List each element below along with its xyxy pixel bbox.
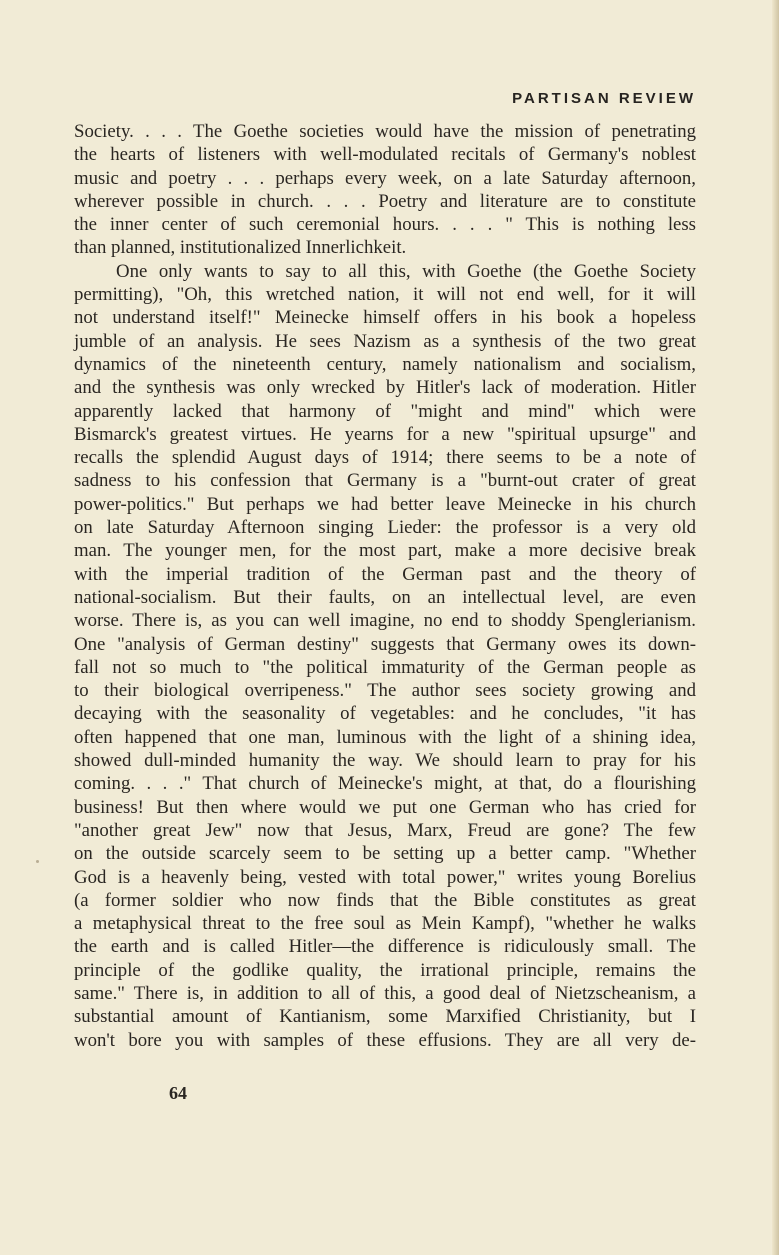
text-line: One "analysis of German destiny" suggests that Germany owes its down-: [74, 633, 696, 655]
text-line: "another great Jew" now that Jesus, Marx, Freud are gone? The few: [74, 819, 696, 841]
text-line: a metaphysical threat to the free soul as Mein Kampf), "whether he walks: [74, 913, 696, 935]
text-line: Bismarck's greatest virtues. He yearns for a new "spiritual upsurge" and: [74, 423, 696, 445]
text-line: on the outside scarcely seem to be setting up a better camp. "Whether: [74, 843, 696, 865]
text-line: with the imperial tradition of the German past and the theory of: [74, 563, 696, 585]
text-line: won't bore you with samples of these effusions. They are all very de-: [74, 1029, 696, 1051]
text-line: power-politics." But perhaps we had better leave Meinecke in his church: [74, 493, 696, 515]
text-line: God is a heavenly being, vested with total power," writes young Borelius: [74, 866, 696, 888]
text-line: to their biological overripeness." The author sees society growing and: [74, 680, 696, 702]
text-line: business! But then where would we put one German who has cried for: [74, 796, 696, 818]
text-line: man. The younger men, for the most part, make a more decisive break: [74, 540, 696, 562]
text-line: wherever possible in church. . . . Poetry and literature are to constitute: [74, 190, 696, 212]
text-line: music and poetry . . . perhaps every week, on a late Saturday afternoon,: [74, 167, 696, 189]
body-text: [74, 120, 696, 1052]
text-line: on late Saturday Afternoon singing Lieder: the professor is a very old: [74, 517, 696, 539]
text-line: the hearts of listeners with well-modulated recitals of Germany's noblest: [74, 144, 696, 166]
text-line: apparently lacked that harmony of "might and mind" which were: [74, 400, 696, 422]
text-line: substantial amount of Kantianism, some Marxified Christianity, but I: [74, 1006, 696, 1028]
text-line: the inner center of such ceremonial hours. . . . " This is nothing less: [74, 214, 696, 236]
text-line: worse. There is, as you can well imagine, no end to shoddy Spenglerianism.: [74, 610, 696, 632]
text-line: principle of the godlike quality, the irrational principle, remains the: [74, 959, 696, 981]
text-line: and the synthesis was only wrecked by Hitler's lack of moderation. Hitler: [74, 377, 696, 399]
text-line: sadness to his confession that Germany is a "burnt-out crater of great: [74, 470, 696, 492]
text-line: not understand itself!" Meinecke himself offers in his book a hopeless: [74, 307, 696, 329]
text-line: (a former soldier who now finds that the Bible constitutes as great: [74, 889, 696, 911]
text-line: often happened that one man, luminous with the light of a shining idea,: [74, 726, 696, 748]
print-speck: [36, 860, 39, 863]
text-line: Society. . . . The Goethe societies would have the mission of penetrating: [74, 121, 696, 142]
text-line: coming. . . ." That church of Meinecke's might, at that, do a flourishing: [74, 773, 696, 795]
text-line: recalls the splendid August days of 1914; there seems to be a note of: [74, 447, 696, 469]
text-line: the earth and is called Hitler—the difference is ridiculously small. The: [74, 936, 696, 958]
text-line: permitting), "Oh, this wretched nation, it will not end well, for it will: [74, 284, 696, 306]
text-line: decaying with the seasonality of vegetables: and he concludes, "it has: [74, 703, 696, 725]
text-line: jumble of an analysis. He sees Nazism as a synthesis of the two great: [74, 330, 696, 352]
text-line: same." There is, in addition to all of this, a good deal of Nietzscheanism, a: [74, 982, 696, 1004]
text-line: national-socialism. But their faults, on an intellectual level, are even: [74, 586, 696, 608]
text-line: fall not so much to "the political immaturity of the German people as: [74, 656, 696, 678]
running-header: PARTISAN REVIEW: [512, 90, 696, 107]
text-line: dynamics of the nineteenth century, namely nationalism and socialism,: [74, 353, 696, 375]
page-edge-shadow: [772, 0, 779, 1255]
page-number: 64: [169, 1083, 187, 1103]
paragraph-start-line: One only wants to say to all this, with Goethe (the Goethe Society: [116, 260, 696, 282]
text-line: than planned, institutionalized Innerlichkeit.: [74, 237, 407, 259]
text-line: showed dull-minded humanity the way. We should learn to pray for his: [74, 750, 696, 772]
